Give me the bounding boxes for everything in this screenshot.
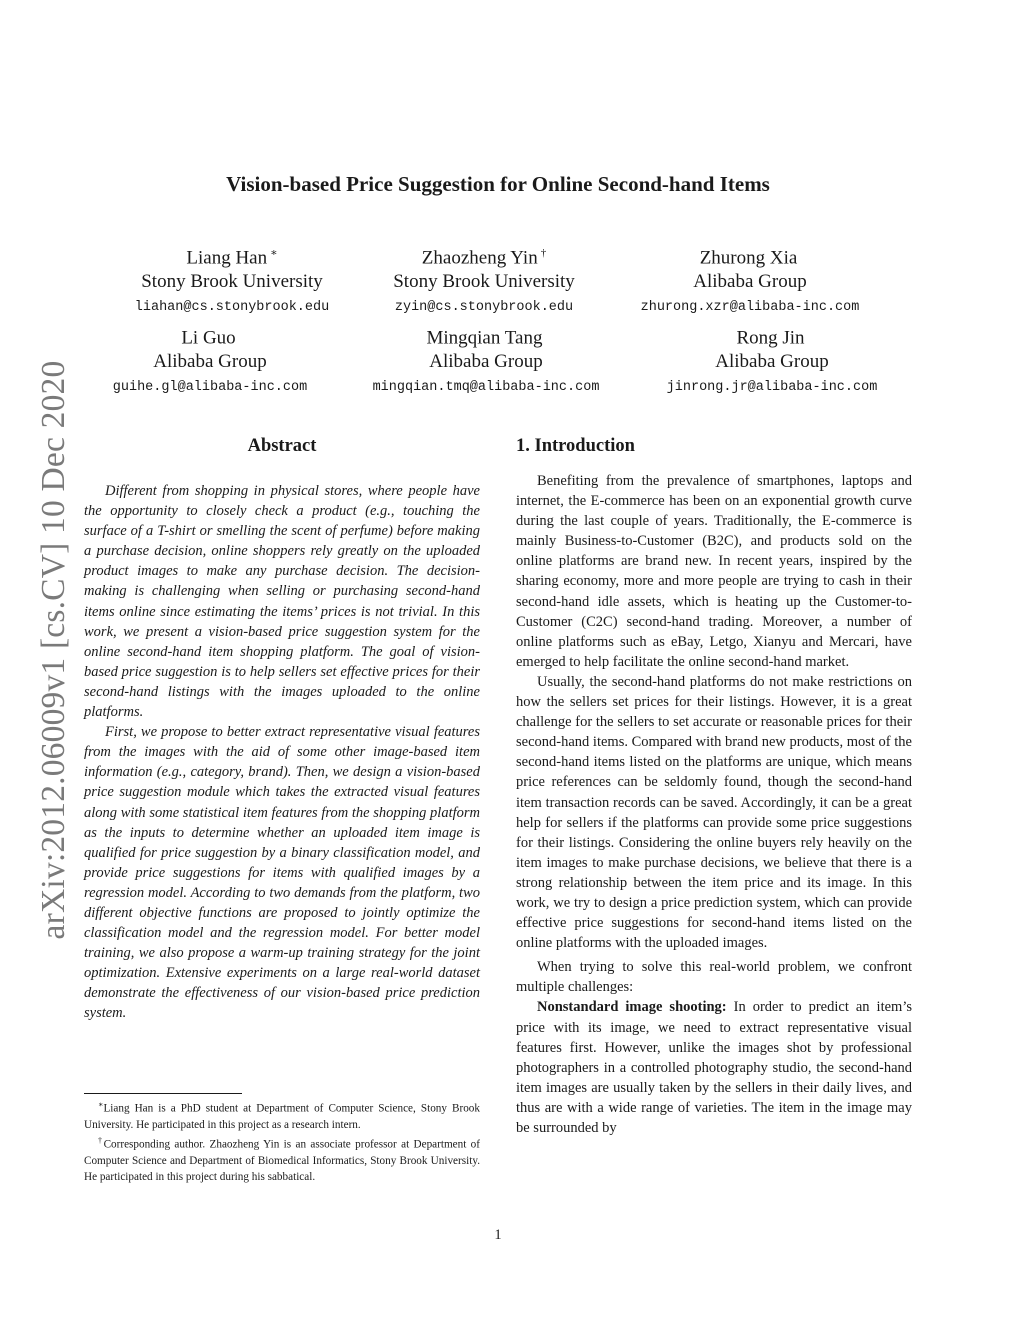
author-email: zyin@cs.stonybrook.edu xyxy=(394,300,574,316)
author-block xyxy=(610,241,890,318)
introduction-heading: 1. Introduction xyxy=(516,436,635,456)
footnotes xyxy=(84,1097,480,1185)
author-affiliation: Alibaba Group xyxy=(429,351,543,373)
author-block xyxy=(70,321,350,398)
page-number: 1 xyxy=(494,1227,502,1243)
abstract-paragraph: Different from shopping in physical stores, where people have the opportunity to closely check a product (e.g., touching the surface of a T-shirt or smelling the scent of perfume) before making a purchase decision, online shoppers rely greatly on the uploaded product images to make any purchase decision. The decision-making is challenging when selling or purchasing second-hand items online since estimating the items’ prices is not trivial. In this work, we present a vision-based price suggestion system for the online second-hand item shopping platform. The goal of vision-based price suggestion is to help sellers set effective prices for their second-hand listings with the images uploaded to the online platforms. xyxy=(84,483,480,721)
author-name: Rong Jin xyxy=(736,327,805,349)
introduction-paragraph: Nonstandard image shooting: In order to predict an item’s price with its image, we need to extract representative visual features first. However, unlike the images shot by professional photographers in a controlled photography studio, the second-hand item images are usually taken by the sellers in their daily lives, and thus are with a wide range of varieties. The item in the image may be surrounded by xyxy=(516,999,912,1136)
introduction-paragraph: Benefiting from the prevalence of smartphones, laptops and internet, the E-commerce has been on an exponential growth curve during the last couple of years. Traditionally, the E-commerce is mainly Business-to-Customer (B2C), and products sold on the online platforms are brand new. In recent years, inspired by the sharing economy, more and more people are trying to cash in their second-hand idle assets, which is heating up the Customer-to-Customer (C2C) second-hand trading. Moreover, a number of online platforms such as eBay, Letgo, Xianyu and Mercari, have emerged to help facilitate the online second-hand market. xyxy=(516,473,912,670)
author-affiliation: Stony Brook University xyxy=(141,271,323,293)
introduction-paragraph: When trying to solve this real-world problem, we confront multiple challenges: xyxy=(516,959,912,996)
arxiv-identifier-text: arXiv:2012.06009v1 [cs.CV] 10 Dec 2020 xyxy=(35,360,72,940)
author-email: zhurong.xzr@alibaba-inc.com xyxy=(640,300,860,316)
author-block xyxy=(92,241,372,318)
footnote: ∗Liang Han is a PhD student at Department of Computer Science, Stony Brook University. He participated in this project as a research intern. xyxy=(84,1100,480,1131)
footnote: †Corresponding author. Zhaozheng Yin is an associate professor at Department of Computer Science and Department of Biomedical Informatics, Stony Brook University. He participated in this project during his sabbatical. xyxy=(84,1136,481,1183)
author-block xyxy=(346,321,626,398)
author-email: liahan@cs.stonybrook.edu xyxy=(134,300,330,316)
challenge-heading: Nonstandard image shooting: xyxy=(537,999,727,1016)
author-email: mingqian.tmq@alibaba-inc.com xyxy=(372,380,600,396)
footnote-rule xyxy=(84,1093,242,1094)
introduction-body xyxy=(516,471,912,1138)
author-affiliation: Alibaba Group xyxy=(153,351,267,373)
introduction-paragraph: Usually, the second-hand platforms do not make restrictions on how the sellers set prices for their listings. However, it is a great challenge for the sellers to set accurate or reasonable prices for their second-hand items. Compared with brand new products, most of the second-hand items listed on the platforms are unique, which means price references can be seldomly found, though the second-hand item transaction records can be saved. Accordingly, it can be a great help for sellers if the platforms can provide some price suggestions for their listings. Considering the online buyers rely heavily on the item images to make purchase decisions, we believe that there is a strong relationship between the item price and its image. In this work, we try to design a price prediction system, which can provide effective price suggestions for second-hand items listed on the online platforms with the uploaded images. xyxy=(516,673,912,952)
arxiv-identifier-stamp xyxy=(30,350,78,950)
author-affiliation: Alibaba Group xyxy=(693,271,807,293)
author-name: Zhaozheng Yin † xyxy=(421,247,547,269)
abstract-heading: Abstract xyxy=(247,436,317,456)
author-name: Liang Han ∗ xyxy=(186,247,278,269)
author-affiliation: Alibaba Group xyxy=(715,351,829,373)
author-email: guihe.gl@alibaba-inc.com xyxy=(112,380,308,396)
paper-title: Vision-based Price Suggestion for Online Second-hand Items xyxy=(226,172,770,196)
author-name: Mingqian Tang xyxy=(426,327,543,349)
author-affiliation: Stony Brook University xyxy=(393,271,575,293)
author-email: jinrong.jr@alibaba-inc.com xyxy=(666,380,878,396)
abstract-paragraph: First, we propose to better extract representative visual features from the images with the aid of some other image-based item information (e.g., category, brand). Then, we design a vision-based price suggestion module which takes the extracted visual features along with some statistical item features from the shopping platform as the inputs to determine whether an uploaded item image is qualified for price suggestion by a binary classification model, and provide price suggestions for items with qualified images by a regression model. According to two demands from the platform, two different objective functions are proposed to jointly optimize the classification model and the regression model. For better model training, we also propose a warm-up training strategy for the joint optimization. Extensive experiments on a large real-world dataset demonstrate the effectiveness of our vision-based price prediction system. xyxy=(84,724,480,1022)
author-block xyxy=(632,321,912,398)
author-block xyxy=(344,241,624,318)
author-name: Zhurong Xia xyxy=(699,247,798,269)
abstract-body xyxy=(84,481,480,1024)
author-name: Li Guo xyxy=(181,327,236,349)
